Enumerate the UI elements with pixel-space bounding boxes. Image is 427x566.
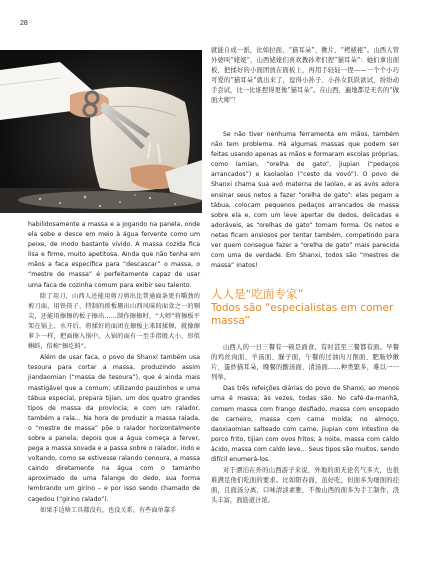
dough-photo-illustration <box>0 50 202 213</box>
section-title-zh: 人人是“吃面专家” <box>211 287 304 301</box>
right-column-mid-text <box>211 130 399 272</box>
left-paragraph-4-zh: 如果手边啥工具都没有，也没关系。有些面单靠手 <box>40 506 177 514</box>
section-title-pt: Todos são “especialistas em comer massa” <box>211 302 394 327</box>
left-column-text <box>28 220 200 517</box>
right-bottom-paragraph-2: Das três refeições diárias do povo de Shanxi, ao menos uma é massa; às vezes, todas são. No café-da-manhã, comem massa com frango desfiado, massa com ensopado de carneiro, massa com carne moída; no almoço, daoxiaomian salteado com carne, jiupian com intestino de porco frito, tijian com ovos fritos; à noite, massa com caldo ácido, massa com caldo leve... Seus tipos são muitos, sendo difícil enumerá-los. <box>211 385 399 464</box>
right-bottom-paragraph-3-zh: 对于漂泊在外的山西游子来说，外地的面无论名气多大，也很难满足他们吃面的要求。比如阳春面，虽好吃，但面多为细面的挂面，且面汤分离，口味清淡素雅，不像山西的面多为手工制作，浇头丰富，面筋道汁浓。 <box>211 467 399 505</box>
left-paragraph-3: Além de usar faca, o povo de Shanxi também usa tesoura para cortar a massa, produzindo assim jiandaomian (“massa de tesoura”), que é ainda mais mastigável que a comum; utilizando pauzinhos e uma tábua especial, prepara tijian, um dos quatro grandes tipos de massa da província; e com um ralador, também a rala... Na hora de produzir a massa ralada, o “mestre de massa” põe o ralador horizontalmente sobre a panela; depois que a água começa a ferver, pega a massa sovada e a passa sobre o ralador, indo e voltando, como se estivesse ralando cenoura, a massa caindo diretamente na água com o tamanho aproximado de uma falange do dedo, sua forma lembrando um girino – e por isso sendo chamado de cagedou (“girino ralado”). <box>28 354 200 503</box>
right-bottom-paragraph-1-zh: 山西人的一日三餐有一顿是面食，有时甚至三餐都有面。早餐的鸡丝肉面、羊汤面、臊子面，午餐的过油肉刀削面、肥肠炒揪片、蛋炒猫耳朵，晚餐的酸汤面、清汤面……种类繁多，难以一一列举。 <box>211 344 399 382</box>
right-column-bottom-text <box>211 343 399 508</box>
right-mid-paragraph: Se não tiver nenhuma ferramenta em mãos, também não tem problema. Há algumas massas que podem ser feitas usando apenas as mãos e formaram escolas próprias, como lamian, “orelha de gato”, jiupian (“pedaços arrancados”) e kaolaolao (“cesto da vovó”). O povo de Shanxi chama sua avó materna de laolao, e as avós adora ensinar seus netos a fazer “orelha de gato”: elas pegam a tábua, colocam pequenos pedaços arrancados de massa sobre ela e, com um leve apertar de dedos, delicadas e adoráveis, as “orelhas de gato” tomam forma. Os netos e netas ficam ansiosos por tentar também, competindo para ver quem consegue fazer a “orelha de gato” mais parecida com uma de verdade. Em Shanxi, todos são “mestres de massa” inatos! <box>211 131 399 270</box>
photo-hands-with-dough <box>0 50 202 213</box>
left-paragraph-1: habilidosamente a massa e a jogando na panela, onde ela sobe e desce em meio à água fervente como um peixe, de modo bastante vivido. A massa cozida fica lisa e firme, muito apetitosa. Ainda que não tenha em mãos a faca específica para “descascar” o massa, o “mestre de massa” é perfeitamente capaz de usar uma faca de cozinha comum para exibir seu talento. <box>28 221 200 289</box>
right-column-top-text <box>211 46 399 108</box>
section-heading <box>211 287 411 328</box>
left-paragraph-2-zh: 除了用刀，山西人还能用剪刀剪出比普通面条更有嚼劲的剪刀面，用铁筷子、特制的拨板剔出山西风味的面食之一的剔尖，还能用擦擦的板子擦出……制作擦擦时，“大师”将擦板平架在锅上，水开后，将揉好的面团在擦板上来回揉擦，就像擦萝卜一样，把面擦入锅中。入锅的面有一至手指般大小，形似蝌蚪，俗称“擦圪蚪”。 <box>28 292 200 351</box>
page-number: 28 <box>20 20 28 27</box>
right-top-paragraph-zh: 就能自成一派，比如拉面、“猫耳朵”、揪片、“栲栳栳”。山西人管外婆叫“姥姥”，山西姥姥们喜欢教孙辈们捏“猫耳朵”：她们拿出面板，把揉好的小面团放在面板上，再用手轻轻一捏——一个个小巧可爱的“猫耳朵”就出来了，逗得小孙子、小孙女跃跃欲试，纷纷动手尝试，比一比谁捏得更像“猫耳朵”。在山西，遍地都是无名的“做面大师”！ <box>211 47 399 105</box>
